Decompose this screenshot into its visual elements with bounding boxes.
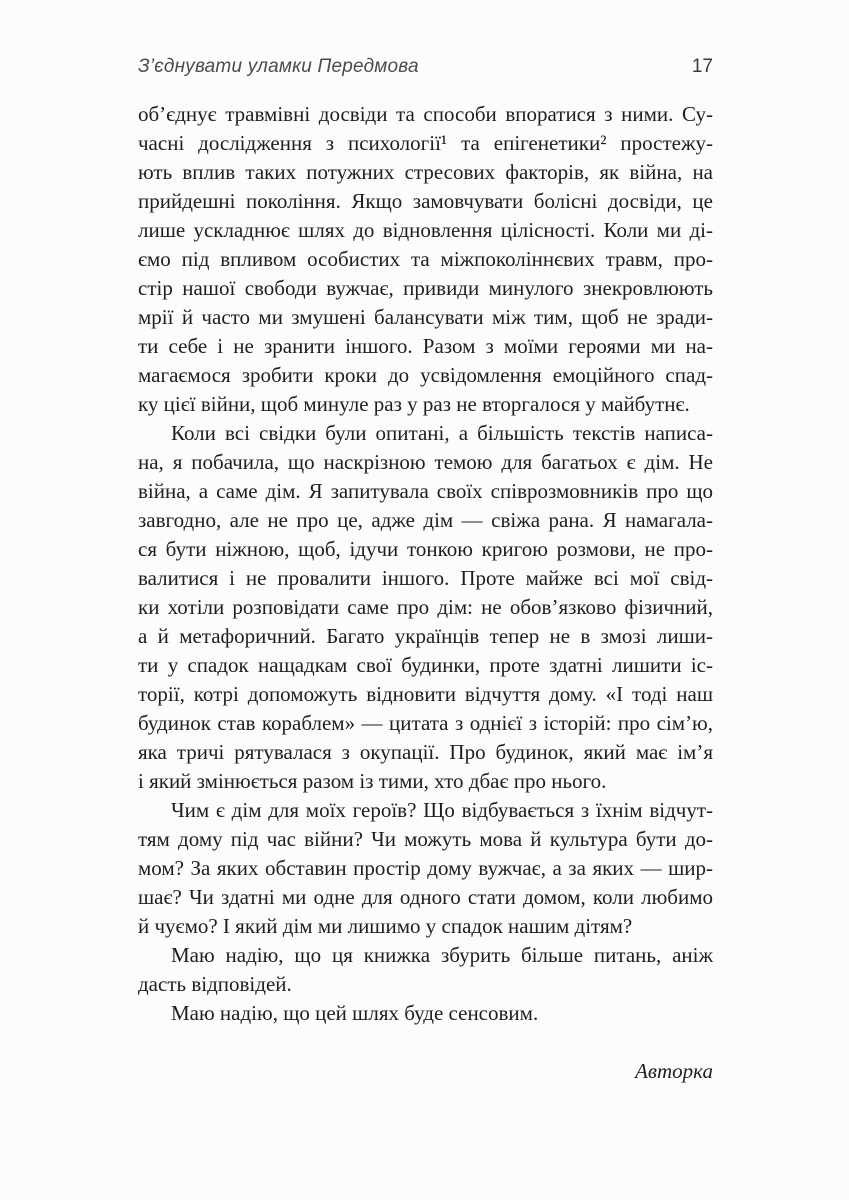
text-line: війна, а саме дім. Я запитувала своїх співрозмовників про що bbox=[138, 479, 713, 503]
text-line: ють вплив таких потужних стресових факторів, як війна, на bbox=[138, 160, 713, 184]
paragraph bbox=[138, 100, 713, 419]
text-line: і який змінюється разом із тими, хто дбає про нього. bbox=[138, 769, 607, 793]
text-line: Чим є дім для моїх героїв? Що відбувається з їхнім відчут- bbox=[171, 798, 713, 822]
text-line: тям дому під час війни? Чи можуть мова й культура бути до- bbox=[138, 827, 713, 851]
text-line: торії, котрі допоможуть відновити відчуття дому. «І тоді наш bbox=[138, 682, 713, 706]
text-line: магаємося зробити кроки до усвідомлення емоційного спад- bbox=[138, 363, 713, 387]
paragraph bbox=[138, 796, 713, 941]
text-line: ємо під впливом особистих та міжпоколіннєвих травм, про- bbox=[138, 247, 713, 271]
text-line: Маю надію, що цей шлях буде сенсовим. bbox=[171, 1001, 539, 1025]
text-line: прийдешні покоління. Якщо замовчувати болісні досвіди, це bbox=[138, 189, 713, 213]
text-line: ти себе і не зранити іншого. Разом з моїми героями ми на- bbox=[138, 334, 713, 358]
running-title: З’єднувати уламки Передмова bbox=[138, 56, 419, 77]
text-line: ку цієї війни, щоб минуле раз у раз не вторгалося у майбутнє. bbox=[138, 392, 690, 416]
body-text bbox=[138, 100, 713, 1086]
running-head bbox=[138, 56, 713, 78]
text-line: будинок став кораблем» — цитата з однієї з історій: про сім’ю, bbox=[138, 711, 713, 735]
text-line: а й метафоричний. Багато українців тепер не в змозі лиши- bbox=[138, 624, 713, 648]
text-line: на, я побачила, що наскрізною темою для багатьох є дім. Не bbox=[138, 450, 713, 474]
text-line: й чуємо? І який дім ми лишимо у спадок нашим дітям? bbox=[138, 914, 633, 938]
author-signature: Авторка bbox=[635, 1059, 713, 1083]
text-line: стір нашої свободи вужчає, привиди минулого знекровлюють bbox=[138, 276, 713, 300]
text-line: мрії й часто ми змушені балансувати між тим, щоб не зради- bbox=[138, 305, 713, 329]
paragraph bbox=[138, 419, 713, 796]
text-line: ти у спадок нащадкам свої будинки, проте здатні лишити іс- bbox=[138, 653, 713, 677]
body-paragraphs bbox=[138, 100, 713, 1028]
text-line: ки хотіли розповідати саме про дім: не обов’язково фізичний, bbox=[138, 595, 713, 619]
paragraph bbox=[138, 941, 713, 999]
text-line: мом? За яких обставин простір дому вужчає, а за яких — шир- bbox=[138, 856, 713, 880]
text-line: валитися і не провалити іншого. Проте майже всі мої свід- bbox=[138, 566, 713, 590]
text-line: Маю надію, що ця книжка збурить більше питань, аніж bbox=[171, 943, 713, 967]
paragraph bbox=[138, 999, 713, 1028]
text-line: часні дослідження з психології¹ та епігенетики² простежу- bbox=[138, 131, 713, 155]
text-line: шає? Чи здатні ми одне для одного стати домом, коли любимо bbox=[138, 885, 713, 909]
text-line: ся бути ніжною, щоб, ідучи тонкою кригою розмови, не про- bbox=[138, 537, 713, 561]
text-line: яка тричі рятувалася з окупації. Про будинок, який має ім’я bbox=[138, 740, 713, 764]
text-line: завгодно, але не про це, адже дім — свіжа рана. Я намагала- bbox=[138, 508, 713, 532]
page-number: 17 bbox=[691, 56, 713, 77]
text-line: Коли всі свідки були опитані, а більшість текстів написа- bbox=[171, 421, 713, 445]
text-line: лише ускладнює шлях до відновлення цілісності. Коли ми ді- bbox=[138, 218, 713, 242]
text-line: дасть відповідей. bbox=[138, 972, 292, 996]
text-line: об’єднує травмівні досвіди та способи впоратися з ними. Су- bbox=[138, 102, 713, 126]
